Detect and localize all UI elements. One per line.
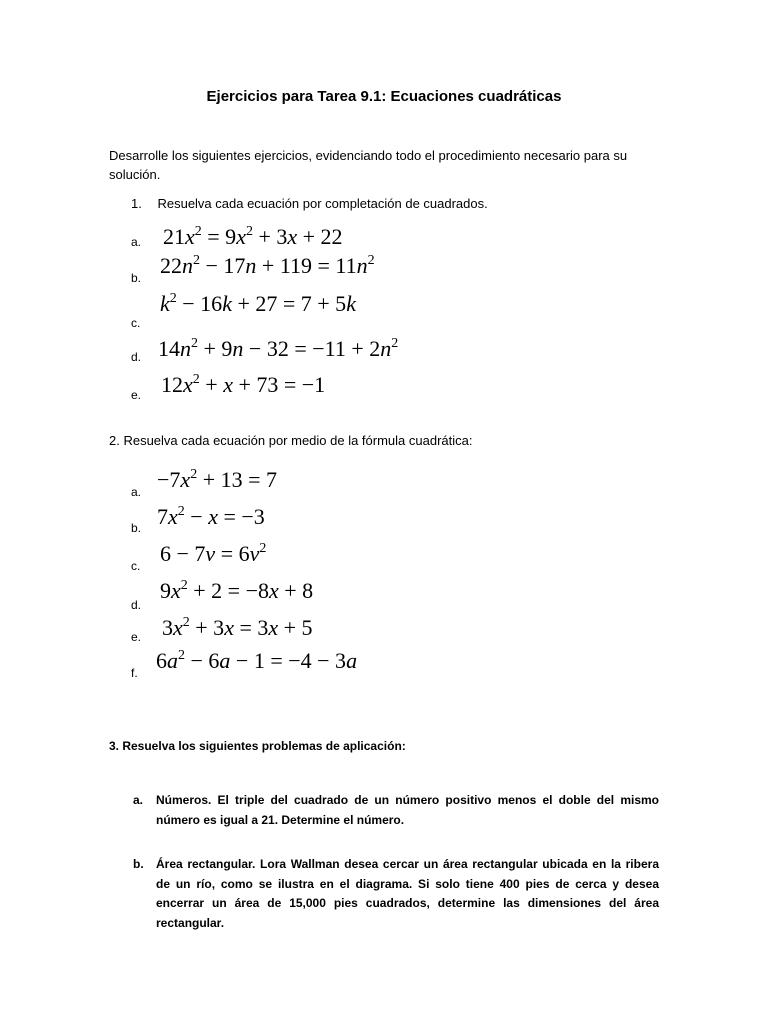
s2-item-f-letter: f. [131,666,138,680]
problem-a [109,791,659,830]
section2-heading: 2. Resuelva cada ecuación por medio de la fórmula cuadrática: [109,433,473,448]
section1-heading [131,196,488,211]
s1-item-d-equation: $14n^2 + 9n - 32 = -11 + 2n^2$ [158,336,399,361]
s1-item-e-equation: $12x^2 + x + 73 = -1$ [161,372,326,397]
s1-item-e-letter: e. [131,388,142,402]
s2-item-b-letter: b. [131,521,142,535]
s2-item-a-letter: a. [131,485,142,499]
s2-item-c-letter: c. [131,559,141,573]
problem-b-letter: b. [133,857,144,871]
s1-item-a-equation: $21x^2 = 9x^2 + 3x + 22$ [163,224,343,249]
section1-number: 1. [131,196,142,211]
s1-item-b-equation: $22n^2 - 17n + 119 = 11n^2$ [160,253,375,278]
s1-item-b-letter: b. [131,271,142,285]
s1-item-d-letter: d. [131,350,142,364]
problem-b-text: Área rectangular. Lora Wallman desea cercar un área rectangular ubicada en la ribera de un río, como se ilustra en el diagrama. Si solo tiene 400 pies de cerca y desea encerrar un área de 15,000 pies cuadrados, determine las dimensiones del área rectangular. [156,857,659,930]
s1-item-a-letter: a. [131,235,142,249]
s2-item-e-equation: $3x^2 + 3x = 3x + 5$ [162,615,313,640]
s1-item-c-letter: c. [131,316,141,330]
intro-paragraph: Desarrolle los siguientes ejercicios, evidenciando todo el procedimiento necesario para su solución. [109,148,628,182]
section1-heading-text: Resuelva cada ecuación por completación de cuadrados. [157,196,488,211]
s2-item-d-letter: d. [131,598,142,612]
page-title: Ejercicios para Tarea 9.1: Ecuaciones cuadráticas [206,88,562,105]
s2-item-f-equation: $6a^2 - 6a - 1 = -4 - 3a$ [156,648,358,673]
s2-item-a-equation: $-7x^2 + 13 = 7$ [157,467,278,492]
problem-b [109,855,659,933]
s2-item-c-equation: $6 - 7v = 6v^2$ [160,541,267,566]
problem-a-text: Números. El triple del cuadrado de un número positivo menos el doble del mismo número es igual a 21. Determine el número. [156,793,659,827]
section3-heading: 3. Resuelva los siguientes problemas de aplicación: [109,739,406,753]
s2-item-d-equation: $9x^2 + 2 = -8x + 8$ [160,578,314,603]
s1-item-c-equation: $k^2 - 16k + 27 = 7 + 5k$ [160,291,356,316]
s2-item-b-equation: $7x^2 - x = -3$ [157,504,265,529]
s2-item-e-letter: e. [131,630,142,644]
problem-a-letter: a. [133,793,144,807]
